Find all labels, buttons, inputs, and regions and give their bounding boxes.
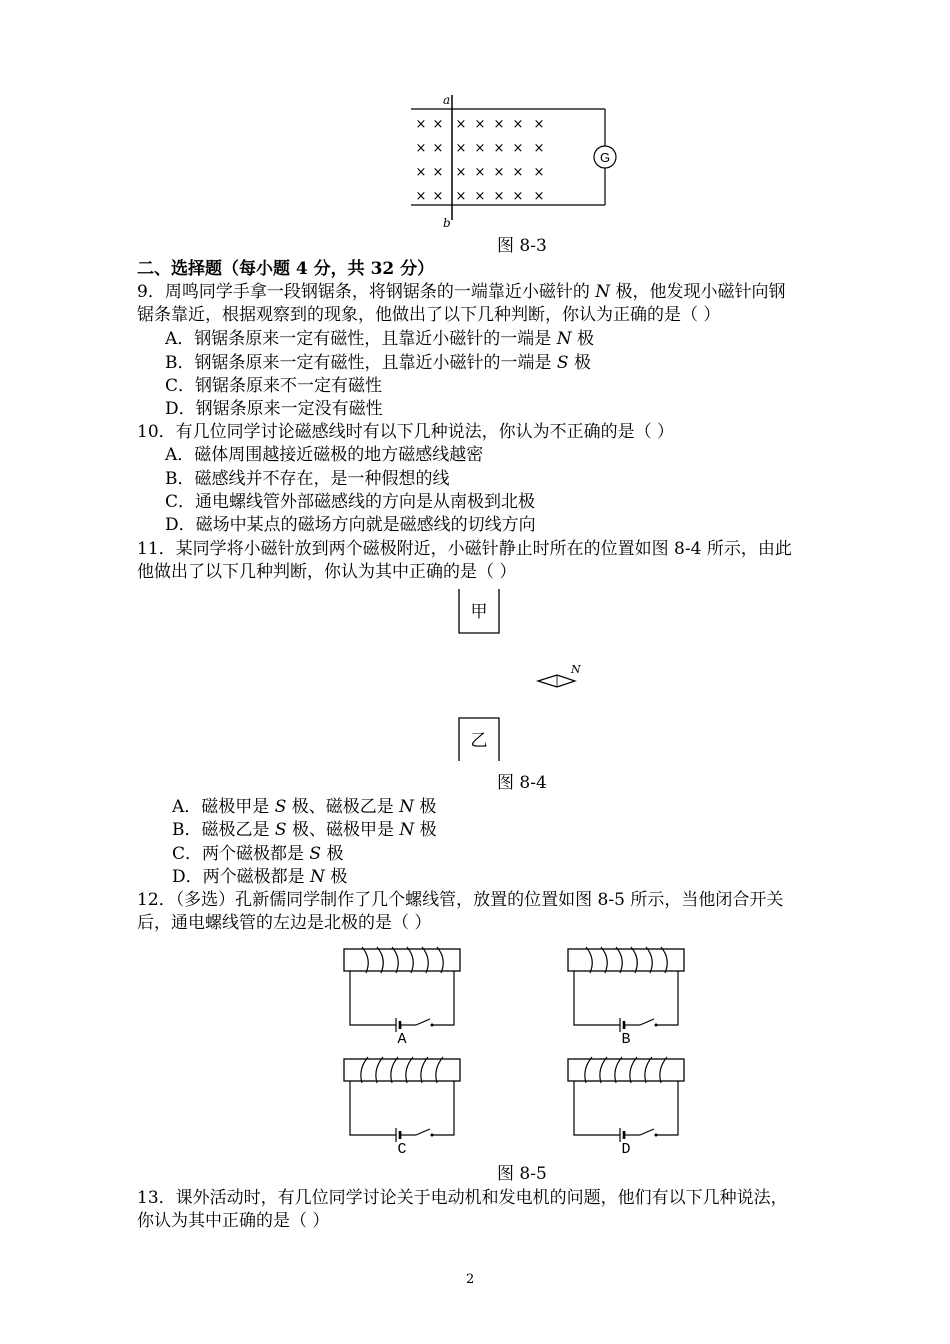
q10-option-c: C．通电螺线管外部磁感线的方向是从南极到北极 <box>165 492 536 512</box>
q10-option-b: B．磁感线并不存在，是一种假想的线 <box>165 469 450 489</box>
circuit-wire <box>574 971 620 1025</box>
solenoid-circuit-d <box>568 1057 684 1158</box>
figure-8-4-caption: 图 8-4 <box>497 773 547 793</box>
q9-stem-line1: 9．周鸣同学手拿一段钢锯条，将钢锯条的一端靠近小磁针的 N 极，他发现小磁针向钢 <box>137 282 786 302</box>
circuit-wire <box>574 1081 620 1135</box>
circuit-wire <box>432 971 454 1025</box>
page-number: 2 <box>466 1272 475 1287</box>
q11-option-a: A．磁极甲是 S 极、磁极乙是 N 极 <box>172 797 437 817</box>
q12-stem-line2: 后，通电螺线管的左边是北极的是（ ） <box>137 913 432 933</box>
circuit-wire <box>656 971 678 1025</box>
circuit-label-d: D <box>621 1141 631 1158</box>
field-cross-mark: × <box>455 117 467 132</box>
switch-contact <box>655 1024 658 1027</box>
q11-option-b: B．磁极乙是 S 极、磁极甲是 N 极 <box>172 820 437 840</box>
field-cross-mark: × <box>512 141 524 156</box>
field-cross-mark: × <box>533 141 545 156</box>
field-cross-mark: × <box>432 117 444 132</box>
switch-blade <box>640 1129 654 1135</box>
field-cross-mark: × <box>455 189 467 204</box>
switch-contact <box>431 1024 434 1027</box>
circuit-wire <box>350 971 396 1025</box>
field-cross-mark: × <box>455 141 467 156</box>
field-cross-mark: × <box>474 141 486 156</box>
q9-option-d: D．钢锯条原来一定没有磁性 <box>165 399 383 419</box>
field-cross-mark: × <box>493 165 505 180</box>
field-cross-mark: × <box>474 117 486 132</box>
needle-n-label: N <box>571 663 581 676</box>
rod-label-a: a <box>443 93 451 107</box>
q9-option-a: A．钢锯条原来一定有磁性，且靠近小磁针的一端是 N 极 <box>165 329 594 349</box>
figure-8-3 <box>405 90 630 235</box>
field-cross-mark: × <box>493 117 505 132</box>
circuit-wire <box>656 1081 678 1135</box>
q11-option-d: D．两个磁极都是 N 极 <box>172 867 348 887</box>
field-cross-mark: × <box>415 165 427 180</box>
magnetic-field-marks <box>416 117 545 204</box>
circuit-wire <box>350 1081 396 1135</box>
field-cross-mark: × <box>415 141 427 156</box>
q9-option-c: C．钢锯条原来不一定有磁性 <box>165 376 383 396</box>
circuit-wire <box>432 1081 454 1135</box>
field-cross-mark: × <box>415 117 427 132</box>
switch-contact <box>431 1134 434 1137</box>
field-cross-mark: × <box>432 189 444 204</box>
field-cross-mark: × <box>533 117 545 132</box>
galvanometer-label: G <box>599 150 611 165</box>
section-title: 二、选择题（每小题 4 分，共 32 分） <box>137 259 435 279</box>
q9-stem-line2: 锯条靠近，根据观察到的现象，他做出了以下几种判断，你认为正确的是（ ） <box>137 305 721 325</box>
solenoid-circuit-a <box>344 947 460 1048</box>
solenoid-circuit-c <box>344 1057 460 1158</box>
q11-stem-line1: 11．某同学将小磁针放到两个磁极附近，小磁针静止时所在的位置如图 8-4 所示，由此 <box>137 539 792 559</box>
circuit-label-b: B <box>621 1031 631 1048</box>
q11-stem-line2: 他做出了以下几种判断，你认为其中正确的是（ ） <box>137 562 517 582</box>
q12-stem-line1: 12．（多选）孔新儒同学制作了几个螺线管，放置的位置如图 8-5 所示，当他闭合开关 <box>137 890 784 910</box>
pole-yi-label: 乙 <box>470 731 488 751</box>
circuit-label-c: C <box>397 1141 407 1158</box>
q10-option-d: D．磁场中某点的磁场方向就是磁感线的切线方向 <box>165 515 536 535</box>
circuit-label-a: A <box>397 1031 407 1048</box>
figure-8-3-caption: 图 8-3 <box>497 236 547 256</box>
field-cross-mark: × <box>415 189 427 204</box>
solenoid-circuit-b <box>568 947 684 1048</box>
pole-jia-label: 甲 <box>470 602 488 622</box>
switch-contact <box>655 1134 658 1137</box>
switch-blade <box>416 1019 430 1025</box>
q13-stem-line1: 13．课外活动时，有几位同学讨论关于电动机和发电机的问题，他们有以下几种说法， <box>137 1188 788 1208</box>
figure-8-5-caption: 图 8-5 <box>497 1164 547 1184</box>
figure-8-4 <box>445 585 590 770</box>
field-cross-mark: × <box>493 189 505 204</box>
q13-stem-line2: 你认为其中正确的是（ ） <box>137 1211 330 1231</box>
q10-option-a: A．磁体周围越接近磁极的地方磁感线越密 <box>165 445 484 465</box>
field-cross-mark: × <box>455 165 467 180</box>
field-cross-mark: × <box>474 165 486 180</box>
field-cross-mark: × <box>512 189 524 204</box>
q10-stem: 10．有几位同学讨论磁感线时有以下几种说法，你认为不正确的是（ ） <box>137 422 675 442</box>
q11-option-c: C．两个磁极都是 S 极 <box>172 844 344 864</box>
switch-blade <box>416 1129 430 1135</box>
q9-option-b: B．钢锯条原来一定有磁性，且靠近小磁针的一端是 S 极 <box>165 353 591 373</box>
field-cross-mark: × <box>432 165 444 180</box>
field-cross-mark: × <box>512 117 524 132</box>
compass-needle <box>538 675 575 687</box>
field-cross-mark: × <box>533 165 545 180</box>
field-cross-mark: × <box>474 189 486 204</box>
figure-8-5 <box>322 935 712 1163</box>
field-cross-mark: × <box>493 141 505 156</box>
switch-blade <box>640 1019 654 1025</box>
field-cross-mark: × <box>432 141 444 156</box>
field-cross-mark: × <box>533 189 545 204</box>
field-cross-mark: × <box>512 165 524 180</box>
rod-label-b: b <box>443 216 451 230</box>
